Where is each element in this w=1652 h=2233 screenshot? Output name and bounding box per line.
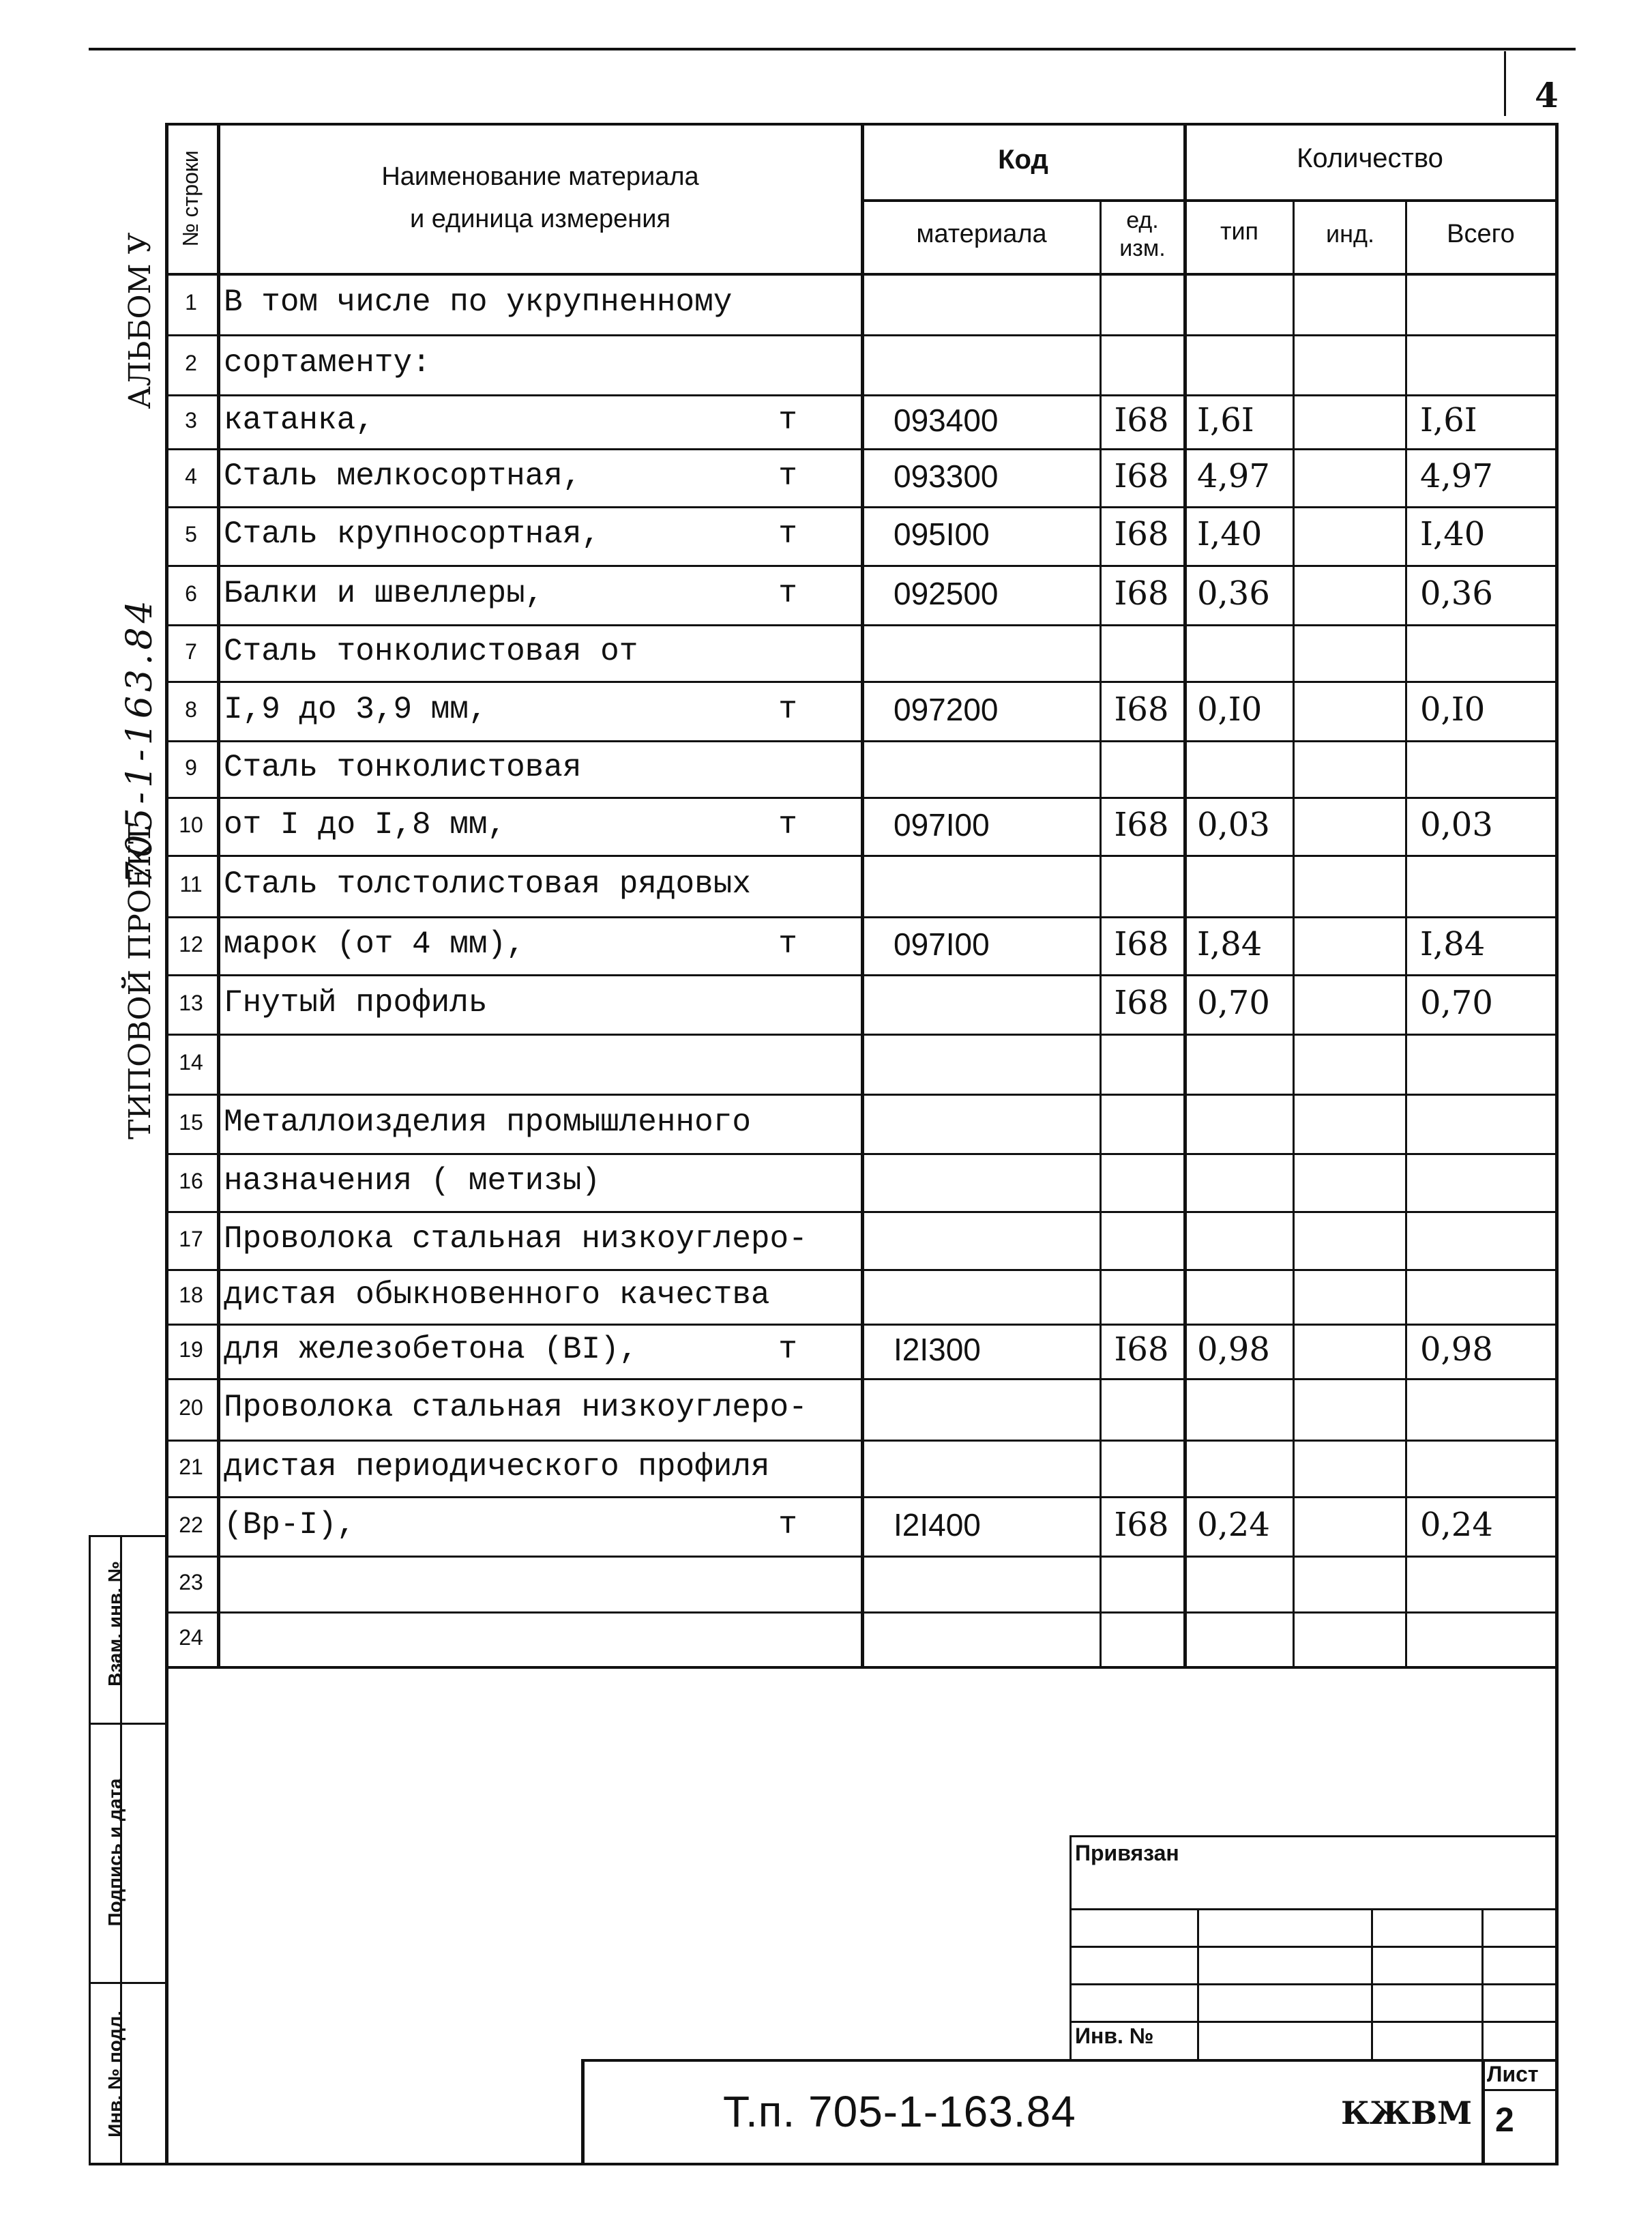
qty-total: 0,70 <box>1420 983 1493 1022</box>
unit-symbol: т <box>778 1332 797 1367</box>
qty-total: 0,I0 <box>1420 690 1486 729</box>
material-name: Сталь мелкосортная, <box>224 458 582 494</box>
qty-type: 0,98 <box>1197 1330 1270 1369</box>
material-name: для железобетона (BI), <box>224 1332 638 1367</box>
row-number: 10 <box>179 812 203 837</box>
document-mark: КЖВМ <box>1341 2095 1472 2131</box>
qty-total: 4,97 <box>1420 456 1493 495</box>
unit-code: I68 <box>1114 924 1169 963</box>
row-number: 12 <box>179 931 203 957</box>
qty-type: 0,03 <box>1197 805 1270 844</box>
qty-type: 4,97 <box>1197 456 1270 495</box>
material-name: Гнутый профиль <box>224 984 488 1021</box>
col-line-code <box>1100 199 1102 1666</box>
material-code: 092500 <box>894 575 999 611</box>
material-name: Проволока стальная низкоуглеро- <box>224 1221 808 1257</box>
header-qty-ind: инд. <box>1326 220 1374 248</box>
stamp-signature-date-label: Подпись и дата <box>104 1778 126 1927</box>
row-number: 7 <box>185 639 197 664</box>
material-code: 095I00 <box>894 516 990 552</box>
header-name-line1: Наименование материала <box>381 162 699 191</box>
row-number: 18 <box>179 1283 203 1307</box>
row-number: 16 <box>179 1168 203 1193</box>
material-name: от I до I,8 мм, <box>224 806 507 843</box>
header-mid-line <box>861 199 1557 202</box>
material-name: Балки и швеллеры, <box>224 575 544 611</box>
stamp-inv-orig-label: Инв. № подл. <box>104 2011 126 2137</box>
unit-code: I68 <box>1114 1330 1169 1369</box>
qty-type: I,84 <box>1197 924 1263 963</box>
row-number: 5 <box>185 522 197 546</box>
qty-type: 0,I0 <box>1197 690 1263 729</box>
unit-code: I68 <box>1114 456 1169 495</box>
bound-col-3 <box>1481 1908 1484 2060</box>
material-code: 093300 <box>894 458 999 494</box>
top-border-line <box>89 48 1576 50</box>
col-line-ind <box>1405 199 1407 1666</box>
row-number: 15 <box>179 1109 203 1135</box>
frame-right <box>1555 123 1559 2165</box>
row-number: 21 <box>179 1454 203 1479</box>
material-code: 097I00 <box>894 926 990 962</box>
row-number: 2 <box>185 351 197 375</box>
unit-symbol: т <box>778 458 797 494</box>
row-number: 14 <box>179 1050 203 1075</box>
material-name: дистая периодического профиля <box>224 1448 770 1485</box>
project-number-handwritten: 705-1-163.84 <box>119 596 160 884</box>
qty-total: I,6I <box>1420 400 1477 439</box>
row-number: 22 <box>179 1512 203 1537</box>
unit-code: I68 <box>1114 1505 1169 1544</box>
material-name: Сталь крупносортная, <box>224 516 601 552</box>
unit-code: I68 <box>1114 690 1169 729</box>
row-number: 6 <box>185 581 197 606</box>
page-number-divider <box>1504 51 1506 116</box>
material-name: назначения ( метизы) <box>224 1163 601 1199</box>
header-row-number: № строки <box>178 150 203 247</box>
row-number: 13 <box>179 990 203 1015</box>
album-label: АЛЬБОМ У <box>123 232 158 409</box>
qty-type: 0,24 <box>1197 1505 1270 1544</box>
row-number: 23 <box>179 1570 203 1594</box>
bound-left-line <box>1070 1835 1072 2060</box>
unit-symbol: т <box>778 691 797 727</box>
row-number: 3 <box>185 407 197 433</box>
material-code: 097I00 <box>894 806 990 843</box>
row-number: 1 <box>185 290 197 315</box>
col-line-unit <box>1183 123 1187 1666</box>
bound-col-1 <box>1197 1908 1199 2060</box>
sheet-number: 2 <box>1495 2101 1514 2139</box>
frame-bottom <box>89 2163 1559 2165</box>
header-name-line2: и единица измерения <box>409 205 671 233</box>
material-name: В том числе по укрупненному <box>224 284 733 320</box>
qty-total: 0,24 <box>1420 1505 1493 1544</box>
stamp-line-1 <box>89 1723 166 1725</box>
qty-total: 0,03 <box>1420 805 1493 844</box>
unit-code: I68 <box>1114 983 1169 1022</box>
sheet-col-left <box>1481 2059 1485 2165</box>
material-code: 093400 <box>894 402 999 438</box>
material-name: (Вр-I), <box>224 1506 356 1543</box>
material-name: катанка, <box>224 402 374 438</box>
inv-label: Инв. № <box>1075 2024 1154 2048</box>
material-name: Сталь тонколистовая <box>224 749 582 785</box>
col-line-type <box>1293 199 1295 1666</box>
header-qty-type: тип <box>1220 217 1259 245</box>
document-code: Т.п. 705-1-163.84 <box>723 2087 1076 2136</box>
material-name: дистая обыкновенного качества <box>224 1277 770 1313</box>
material-name: сортаменту: <box>224 345 431 381</box>
title-block-top <box>581 2059 1557 2062</box>
row-number: 9 <box>185 755 197 780</box>
stamp-replace-inv-label: Взам. инв. № <box>104 1561 126 1687</box>
unit-symbol: т <box>778 516 797 552</box>
material-code: I2I400 <box>894 1506 981 1543</box>
unit-code: I68 <box>1114 400 1169 439</box>
material-name: Проволока стальная низкоуглеро- <box>224 1390 808 1425</box>
material-name: марок (от 4 мм), <box>224 926 525 962</box>
unit-symbol: т <box>778 806 797 843</box>
row-number: 17 <box>179 1226 203 1251</box>
material-name: I,9 до 3,9 мм, <box>224 691 488 727</box>
bound-col-2 <box>1371 1908 1373 2060</box>
header-code-group: Код <box>998 145 1048 175</box>
row-number: 11 <box>179 872 203 896</box>
material-name: Металлоизделия промышленного <box>224 1104 751 1140</box>
title-block-left <box>581 2059 585 2165</box>
header-code-material: материала <box>916 220 1047 248</box>
col-line-rowno <box>217 123 220 1666</box>
qty-type: I,6I <box>1197 400 1254 439</box>
qty-total: 0,98 <box>1420 1330 1493 1369</box>
qty-total: I,84 <box>1420 924 1486 963</box>
qty-type: 0,70 <box>1197 983 1270 1022</box>
material-name: Сталь тонколистовая от <box>224 633 638 669</box>
material-code: 097200 <box>894 691 999 727</box>
row-number: 8 <box>185 697 197 722</box>
bound-label: Привязан <box>1075 1841 1179 1865</box>
row-number: 24 <box>179 1625 203 1650</box>
material-name: Сталь толстолистовая рядовых <box>224 866 751 902</box>
sheet-label: Лист <box>1487 2062 1539 2086</box>
unit-code: I68 <box>1114 515 1169 553</box>
unit-symbol: т <box>778 926 797 962</box>
sheet-divider <box>1481 2089 1557 2091</box>
page-number: 4 <box>1535 75 1559 115</box>
qty-total: I,40 <box>1420 515 1486 553</box>
unit-symbol: т <box>778 1506 797 1543</box>
stamp-left-border <box>89 1535 91 2164</box>
unit-symbol: т <box>778 575 797 611</box>
header-qty-total: Всего <box>1447 220 1515 248</box>
qty-type: I,40 <box>1197 515 1263 553</box>
row-number: 4 <box>185 463 197 488</box>
row-number: 20 <box>179 1395 203 1420</box>
typical-project-label: ТИПОВОЙ ПРОЕКТ <box>123 823 158 1139</box>
material-code: I2I300 <box>894 1332 981 1367</box>
qty-type: 0,36 <box>1197 574 1270 613</box>
unit-code: I68 <box>1114 805 1169 844</box>
bound-top-line <box>1070 1835 1557 1837</box>
row-number: 19 <box>179 1337 203 1362</box>
row-line <box>165 1666 1557 1669</box>
qty-total: 0,36 <box>1420 574 1493 613</box>
header-qty-group: Количество <box>1297 143 1443 173</box>
header-unit-line1: ед. <box>1126 207 1159 233</box>
header-unit-line2: изм. <box>1119 235 1166 261</box>
unit-symbol: т <box>778 402 797 438</box>
unit-code: I68 <box>1114 574 1169 613</box>
